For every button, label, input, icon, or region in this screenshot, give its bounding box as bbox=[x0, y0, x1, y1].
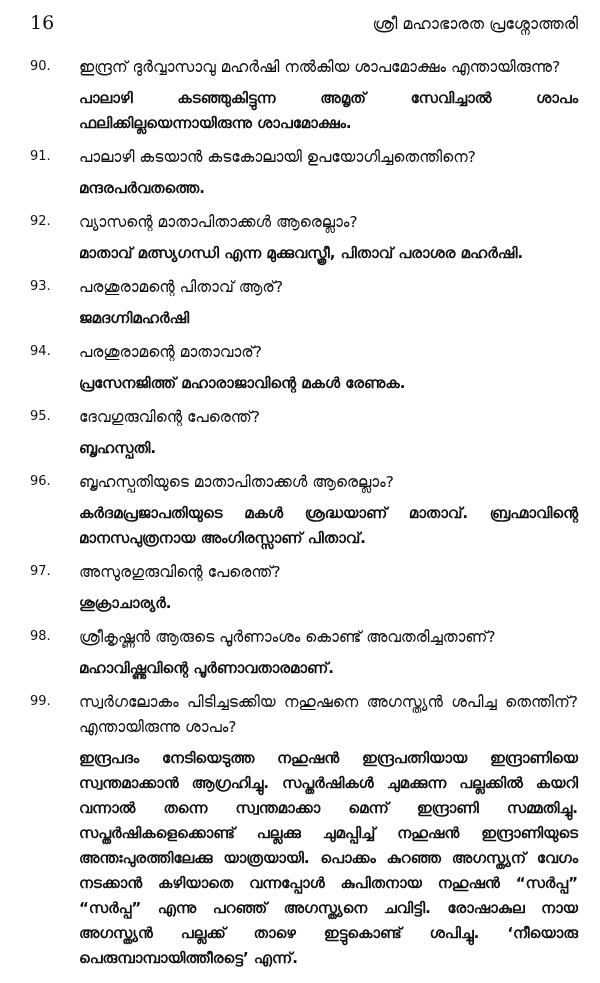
qa-item-99 bbox=[30, 690, 578, 971]
qa-item-93 bbox=[30, 275, 578, 331]
qa-item-97 bbox=[30, 560, 578, 616]
answer-text: മഹാവിഷ്ണുവിന്റെ പൂർണാവതാരമാണ്. bbox=[79, 659, 334, 677]
qa-item-94 bbox=[30, 340, 578, 396]
qa-body bbox=[79, 145, 578, 201]
question-text: പരശുരാമന്റെ മാതാവാര്? bbox=[79, 343, 262, 361]
question-number: 98. bbox=[30, 629, 51, 644]
qa-item-90 bbox=[30, 55, 578, 136]
question-text: ഇന്ദ്രന് ദുർവ്വാസാവു മഹർഷി നൽകിയ ശാപമോക്ഷം എന്തായിരുന്നു? bbox=[79, 58, 561, 76]
answer-text: പ്രസേനജിത്ത് മഹാരാജാവിന്റെ മകൾ രേണുക. bbox=[79, 374, 406, 392]
qa-item-92 bbox=[30, 210, 578, 266]
book-title: ശ്രീ മഹാഭാരത പ്രശ്നോത്തരി bbox=[372, 14, 578, 33]
question-number: 99. bbox=[30, 694, 51, 709]
answer-text: ശുക്രാചാര്യർ. bbox=[79, 594, 172, 612]
qa-body bbox=[79, 560, 578, 616]
qa-body bbox=[79, 55, 578, 136]
qa-item-96 bbox=[30, 470, 578, 551]
answer-text: ജമദഗ്നിമഹർഷി bbox=[79, 309, 190, 327]
answer-text: മാതാവ് മത്സ്യഗന്ധി എന്ന മുക്കുവസ്ത്രീ, പിതാവ് പരാശര മഹർഷി. bbox=[79, 244, 524, 262]
qa-body bbox=[79, 690, 578, 971]
question-text: വ്യാസന്റെ മാതാപിതാക്കൾ ആരെല്ലാം? bbox=[79, 213, 358, 231]
qa-body bbox=[79, 340, 578, 396]
page-number: 16 bbox=[30, 12, 55, 34]
question-number: 94. bbox=[30, 344, 51, 359]
answer-text: ബൃഹസ്പതി. bbox=[79, 439, 157, 457]
answer-text: കർദമപ്രജാപതിയുടെ മകൾ ശ്രദ്ധയാണ് മാതാവ്. ബ്രഹ്മാവിന്റെ മാനസപുത്രനായ അംഗിരസ്സാണ് പിതാവ്. bbox=[79, 504, 578, 547]
qa-body bbox=[79, 470, 578, 551]
qa-item-98 bbox=[30, 625, 578, 681]
question-text: പാലാഴി കടയാൻ കടകോലായി ഉപയോഗിച്ചതെന്തിനെ? bbox=[79, 148, 476, 166]
qa-body bbox=[79, 405, 578, 461]
qa-body bbox=[79, 625, 578, 681]
qa-item-95 bbox=[30, 405, 578, 461]
question-text: ബൃഹസ്പതിയുടെ മാതാപിതാക്കൾ ആരെല്ലാം? bbox=[79, 473, 394, 491]
question-text: സ്വർഗലോകം പിടിച്ചടക്കിയ നഹുഷനെ അഗസ്ത്യൻ ശപിച്ച തെന്തിന്? എന്തായിരുന്നു ശാപം? bbox=[79, 693, 578, 736]
question-text: ദേവഗുരുവിന്റെ പേരെന്ത്? bbox=[79, 408, 261, 426]
question-number: 97. bbox=[30, 564, 51, 579]
qa-body bbox=[79, 275, 578, 331]
question-text: പരശുരാമന്റെ പിതാവ് ആര്? bbox=[79, 278, 284, 296]
qa-body bbox=[79, 210, 578, 266]
question-text: അസുരഗുരുവിന്റെ പേരെന്ത്? bbox=[79, 563, 281, 581]
page-header bbox=[30, 12, 578, 46]
question-number: 96. bbox=[30, 474, 51, 489]
question-text: ശ്രീകൃഷ്ണൻ ആരുടെ പൂർണാംശം കൊണ്ട് അവതരിച്ചതാണ്? bbox=[79, 628, 496, 646]
question-number: 91. bbox=[30, 149, 51, 164]
qa-item-91 bbox=[30, 145, 578, 201]
answer-text: മന്ദരപർവതത്തെ. bbox=[79, 179, 205, 197]
answer-text: പാലാഴി കടഞ്ഞുകിട്ടുന്ന അമൃത് സേവിച്ചാൽ ശാപം ഫലിക്കില്ലയെന്നായിരുന്നു ശാപമോക്ഷം. bbox=[79, 89, 578, 132]
question-number: 92. bbox=[30, 214, 51, 229]
question-number: 90. bbox=[30, 59, 51, 74]
question-number: 93. bbox=[30, 279, 51, 294]
answer-text: ഇന്ദ്രപദം നേടിയെടുത്ത നഹുഷൻ ഇന്ദ്രപത്നിയായ ഇന്ദ്രാണിയെ സ്വന്തമാക്കാൻ ആഗ്രഹിച്ചു. സപ്തർഷികൾ ചുമക്കുന്ന പല്ലക്കിൽ കയറി വന്നാൽ തന്നെ സ്വന്തമാക്കാ മെന്ന് ഇന്ദ്രാണി സമ്മതിച്ചു. സപ്തർഷികളെക്കൊണ്ട് പല്ലക്കു ചുമപ്പിച്ച് നഹുഷൻ ഇന്ദ്രാണിയുടെ അന്തഃപുരത്തിലേക്കു യാത്രയായി. പൊക്കം കുറഞ്ഞ അഗസ്ത്യന് വേഗം നടക്കാൻ കഴിയാതെ വന്നപ്പോൾ കുപിതനായ നഹുഷൻ “സർപ്പ” “സർപ്പ” എന്നു പറഞ്ഞ് അഗസ്ത്യനെ ചവിട്ടി. രോഷാകുല നായ അഗസ്ത്യൻ പല്ലക്ക് താഴെ ഇട്ടുകൊണ്ട് ശപിച്ചു. ‘നീയൊരു പെരുമ്പാമ്പായിത്തീരട്ടെ’ എന്ന്. bbox=[79, 749, 578, 967]
question-number: 95. bbox=[30, 409, 51, 424]
